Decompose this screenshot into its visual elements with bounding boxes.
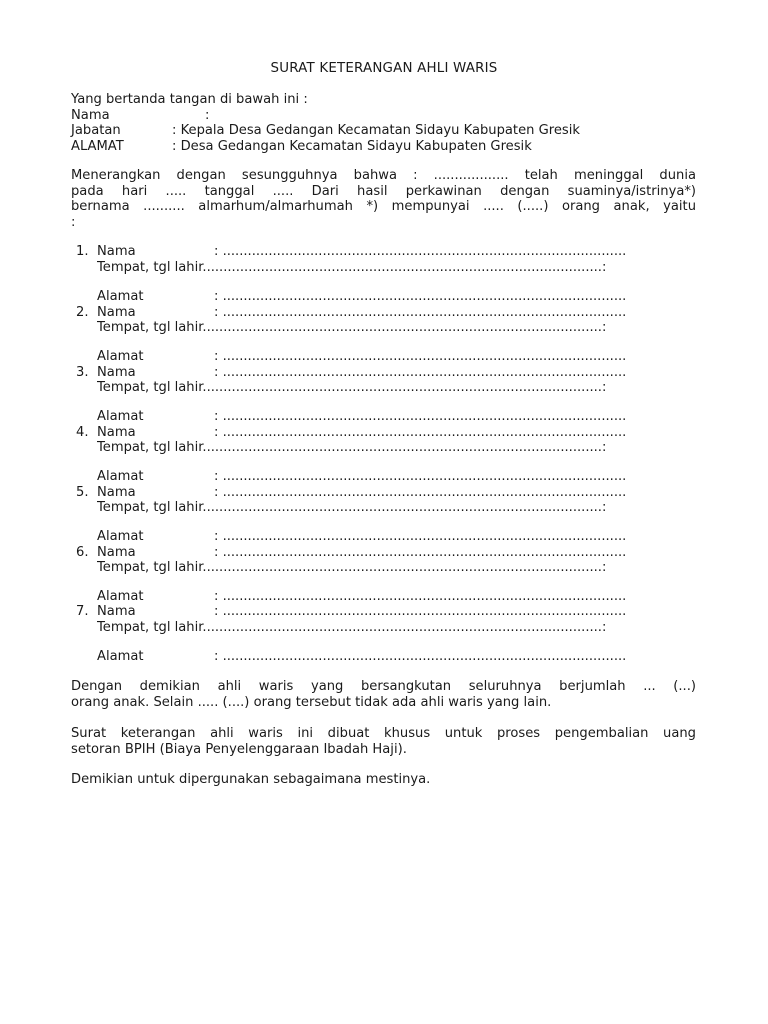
paragraph-line: Demikian untuk dipergunakan sebagaimana mestinya. <box>71 772 431 787</box>
heir-nama-label: Nama <box>97 425 136 440</box>
heir-number: 1. <box>76 244 89 259</box>
statement-line: bernama .......... almarhum/almarhumah *) mempunyai ..... (.....) orang anak, yaitu <box>71 199 696 214</box>
heir-alamat-value: : ................................................................................................. <box>214 349 627 364</box>
intro-jabatan-row <box>71 123 696 139</box>
heir-tempat-label: Tempat, tgl lahir <box>97 320 203 335</box>
heir-alamat-value: : ................................................................................................. <box>214 409 627 424</box>
intro-nama-value: : <box>205 107 210 123</box>
heir-tempat-field <box>97 620 697 636</box>
heir-tempat-field <box>97 440 697 456</box>
document-title: SURAT KETERANGAN AHLI WARIS <box>270 61 498 76</box>
heir-tempat-value: ................................................................................................: <box>202 380 607 395</box>
heir-alamat-field <box>97 349 697 365</box>
statement-paragraph <box>71 168 696 230</box>
heir-nama-value: : ................................................................................................. <box>214 485 627 500</box>
heir-alamat-value: : ................................................................................................. <box>214 649 627 664</box>
paragraph-line: Surat keterangan ahli waris ini dibuat khusus untuk proses pengembalian uang <box>71 726 696 741</box>
heir-tempat-label: Tempat, tgl lahir <box>97 260 203 275</box>
heir-nama-label: Nama <box>97 305 136 320</box>
purpose-paragraph <box>71 726 696 757</box>
heir-nama-field <box>97 485 697 501</box>
intro-opening: Yang bertanda tangan di bawah ini : <box>71 92 308 107</box>
heir-nama-field <box>97 244 697 260</box>
heir-nama-label: Nama <box>97 545 136 560</box>
heir-number: 7. <box>76 604 89 619</box>
heir-nama-value: : ................................................................................................. <box>214 604 627 619</box>
heir-nama-label: Nama <box>97 365 136 380</box>
heir-tempat-label: Tempat, tgl lahir <box>97 620 203 635</box>
intro-jabatan-label: Jabatan <box>71 123 121 138</box>
heir-alamat-label: Alamat <box>97 469 144 484</box>
heir-tempat-value: ................................................................................................: <box>202 440 607 455</box>
intro-section <box>71 92 696 154</box>
closing-paragraph <box>71 772 696 788</box>
heir-nama-field <box>97 545 697 561</box>
heir-alamat-field <box>97 529 697 545</box>
intro-alamat-label: ALAMAT <box>71 138 124 154</box>
heir-tempat-field <box>97 380 697 396</box>
statement-line: pada hari ..... tanggal ..... Dari hasil perkawinan dengan suaminya/istrinya*) <box>71 183 696 199</box>
heir-alamat-field <box>97 589 697 605</box>
intro-jabatan-value: : Kepala Desa Gedangan Kecamatan Sidayu Kabupaten Gresik <box>172 123 580 138</box>
heir-tempat-field <box>97 320 697 336</box>
heir-alamat-value: : ................................................................................................. <box>214 289 627 304</box>
heir-alamat-value: : ................................................................................................. <box>214 469 627 484</box>
heir-tempat-value: ................................................................................................: <box>202 500 607 515</box>
heir-tempat-field <box>97 500 697 516</box>
statement-line: : <box>71 214 76 230</box>
heir-alamat-label: Alamat <box>97 289 144 304</box>
heir-alamat-label: Alamat <box>97 649 144 664</box>
heir-tempat-field <box>97 260 697 276</box>
heir-tempat-value: ................................................................................................: <box>202 620 607 635</box>
heir-nama-field <box>97 305 697 321</box>
heir-alamat-label: Alamat <box>97 349 144 364</box>
heir-nama-value: : ................................................................................................. <box>214 365 627 380</box>
heir-tempat-value: ................................................................................................: <box>202 320 607 335</box>
heir-alamat-field <box>97 469 697 485</box>
heir-tempat-value: ................................................................................................: <box>202 260 607 275</box>
heir-alamat-label: Alamat <box>97 409 144 424</box>
statement-line: Menerangkan dengan sesungguhnya bahwa : .................. telah meninggal dunia <box>71 168 696 183</box>
heir-tempat-field <box>97 560 697 576</box>
heir-alamat-value: : ................................................................................................. <box>214 589 627 604</box>
heir-tempat-label: Tempat, tgl lahir <box>97 560 203 575</box>
heir-alamat-value: : ................................................................................................. <box>214 529 627 544</box>
heir-nama-label: Nama <box>97 485 136 500</box>
heir-nama-value: : ................................................................................................. <box>214 305 627 320</box>
heir-alamat-field <box>97 649 697 665</box>
heir-alamat-field <box>97 289 697 305</box>
intro-nama-label: Nama <box>71 107 110 123</box>
heir-number: 4. <box>76 425 89 440</box>
paragraph-line: orang anak. Selain ..... (....) orang tersebut tidak ada ahli waris yang lain. <box>71 694 552 710</box>
heirs-count-paragraph <box>71 679 696 710</box>
heir-nama-field <box>97 604 697 620</box>
intro-alamat-row <box>71 139 696 155</box>
heir-tempat-label: Tempat, tgl lahir <box>97 380 203 395</box>
heir-tempat-value: ................................................................................................: <box>202 560 607 575</box>
heir-tempat-label: Tempat, tgl lahir <box>97 500 203 515</box>
paragraph-line: Dengan demikian ahli waris yang bersangkutan seluruhnya berjumlah ... (...) <box>71 679 696 694</box>
heir-nama-value: : ................................................................................................. <box>214 425 627 440</box>
heir-nama-field <box>97 425 697 441</box>
heir-alamat-field <box>97 409 697 425</box>
heir-alamat-label: Alamat <box>97 529 144 544</box>
heir-number: 5. <box>76 485 89 500</box>
heir-tempat-label: Tempat, tgl lahir <box>97 440 203 455</box>
heir-nama-value: : ................................................................................................. <box>214 244 627 259</box>
heir-nama-label: Nama <box>97 604 136 619</box>
heir-nama-field <box>97 365 697 381</box>
heir-number: 6. <box>76 545 89 560</box>
heir-number: 2. <box>76 305 89 320</box>
heir-alamat-label: Alamat <box>97 589 144 604</box>
paragraph-line: setoran BPIH (Biaya Penyelenggaraan Ibadah Haji). <box>71 741 407 757</box>
intro-nama-row <box>71 108 696 124</box>
heir-nama-label: Nama <box>97 244 136 259</box>
intro-alamat-value: : Desa Gedangan Kecamatan Sidayu Kabupaten Gresik <box>172 138 532 154</box>
heir-number: 3. <box>76 365 89 380</box>
heir-nama-value: : ................................................................................................. <box>214 545 627 560</box>
